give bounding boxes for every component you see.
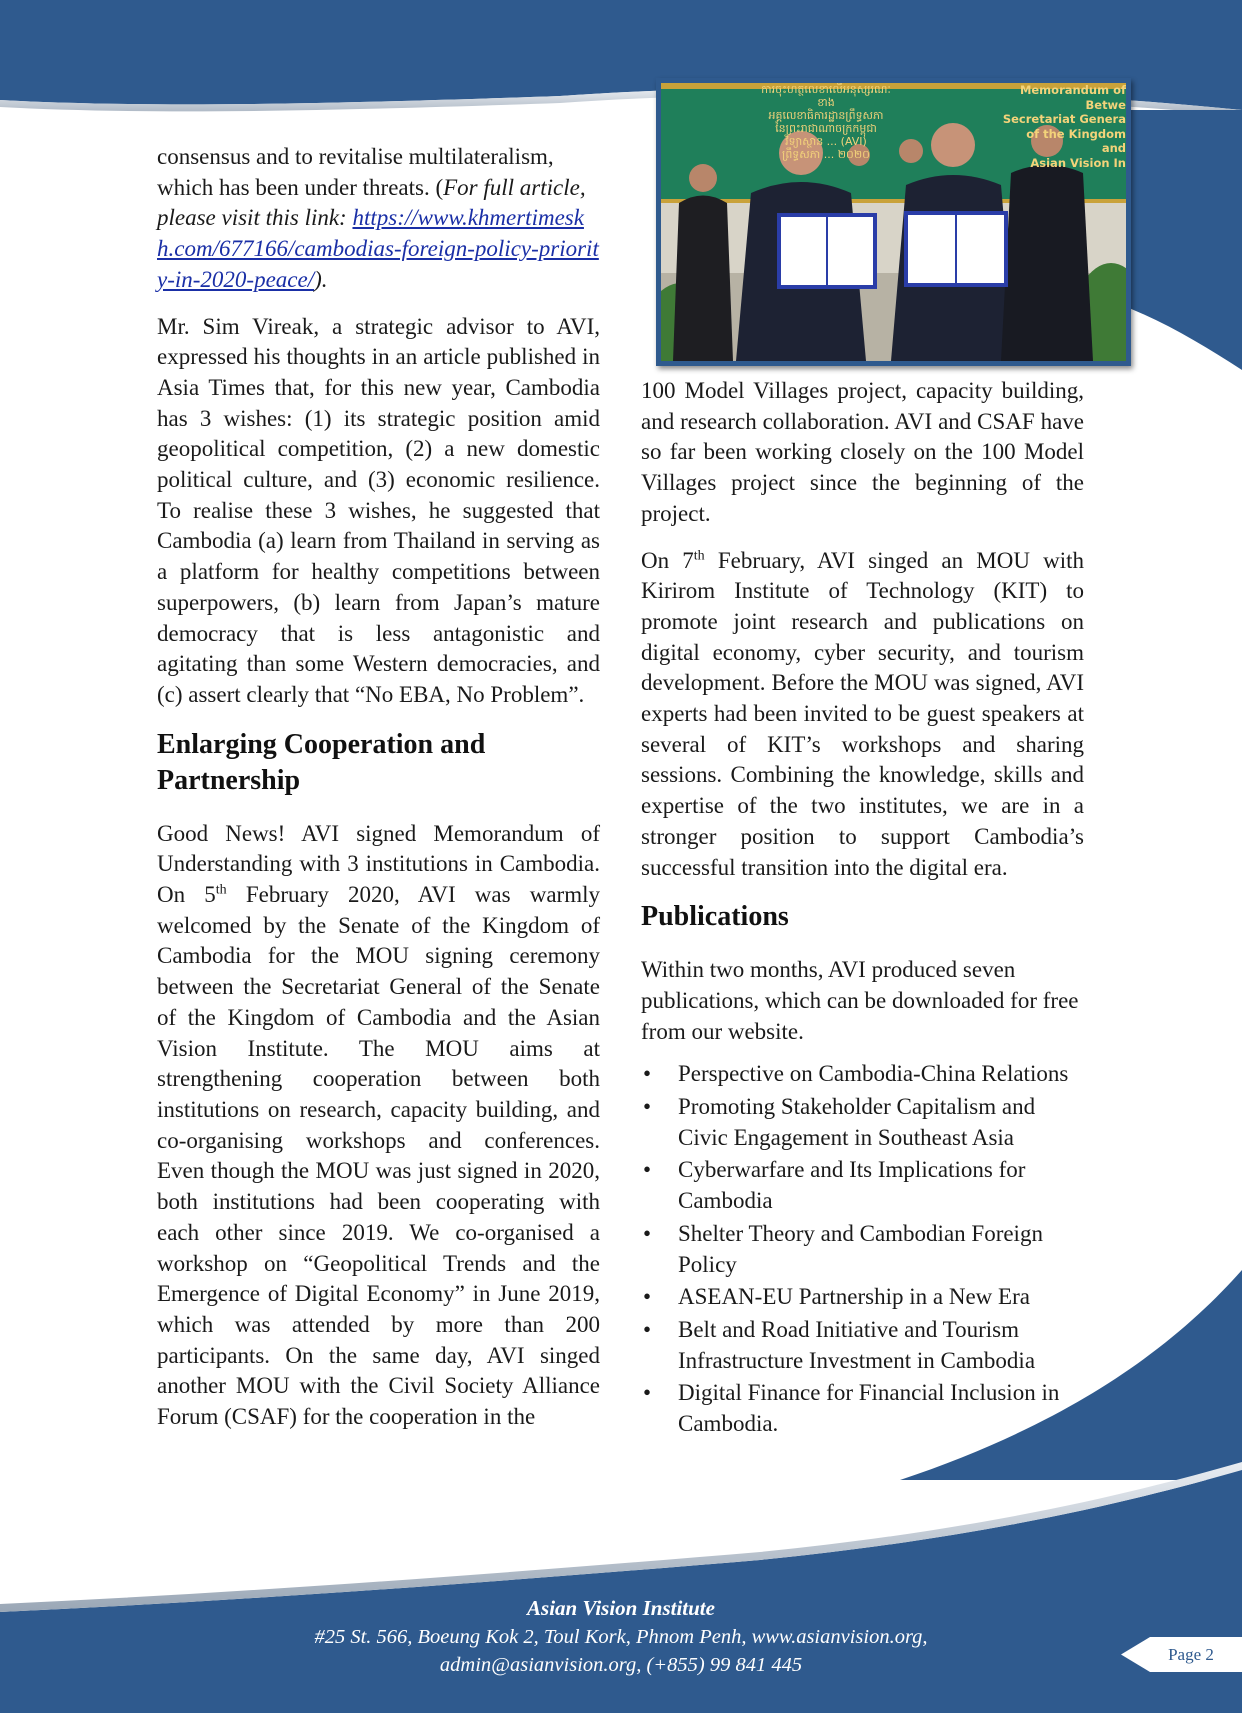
kit-text-b: February, AVI singed an MOU with Kirirom Institute of Technology (KIT) to promote joint research and publications on digital economy, cyber security, and tourism development. Before the MOU was signed, AVI experts had been invited to be guest speakers at several of KIT’s workshops and sharing sessions. Combining the knowledge, skills and expertise of the two institutes, we are in a stronger position to support Cambodia’s successful transition into the digital era. <box>641 547 1084 880</box>
banner-english-line-2: Betwe <box>1085 97 1126 112</box>
ordinal-suffix: th <box>215 882 227 898</box>
article-link-paragraph <box>157 142 600 296</box>
banner-khmer-line-2: ខាង <box>817 96 835 109</box>
list-item: • ASEAN-EU Partnership in a New Era <box>641 1282 1084 1313</box>
sim-vireak-paragraph: Mr. Sim Vireak, a strategic advisor to AVI, expressed his thoughts in an article published in Asia Times that, for this new year, Cambodia has 3 wishes: (1) its strategic position amid geopolitical competition, (2) a new domestic political culture, and (3) economic resilience. To realise these 3 wishes, he suggested that Cambodia (a) learn from Thailand in serving as a platform for healthy competitions between superpowers, (b) learn from Japan’s mature democracy that is less antagonistic and agitating than some Western democracies, and (c) assert clearly that “No EBA, No Problem”. <box>157 313 600 707</box>
list-item: • Cyberwarfare and Its Implications for Cambodia <box>641 1155 1084 1216</box>
mou-text-a: Good News! AVI signed Memorandum of Understanding with 3 institutions in Cambodia. On 5 <box>157 820 600 908</box>
section-heading-publications: Publications <box>641 901 789 933</box>
banner-english-line-5: and <box>1101 141 1126 155</box>
ordinal-suffix: th <box>693 547 705 563</box>
link-intro-italic: For full article, please visit this link: <box>157 174 586 231</box>
csaf-paragraph: 100 Model Villages project, capacity building, and research collaboration. AVI and CSAF have so far been working closely on the 100 Model Villages project since the beginning of the project. <box>641 378 1084 526</box>
list-item: • Perspective on Cambodia-China Relations <box>641 1059 1084 1090</box>
banner-english-line-6: Asian Vision In <box>1030 155 1126 170</box>
list-item: • Belt and Road Initiative and Tourism Infrastructure Investment in Cambodia <box>641 1315 1084 1376</box>
footer-contact: admin@asianvision.org, (+855) 99 841 445 <box>439 1654 803 1676</box>
list-item: • Digital Finance for Financial Inclusion in Cambodia. <box>641 1378 1084 1439</box>
kit-text-a: On 7 <box>641 547 694 573</box>
kit-paragraph <box>641 546 1084 884</box>
mou-signing-photo <box>656 78 1131 366</box>
banner-english-line-1: Memorandum of <box>1019 83 1126 97</box>
link-close: ). <box>314 266 328 292</box>
mou-text-b: February 2020, AVI was warmly welcomed by the Senate of the Kingdom of Cambodia for the MOU signing ceremony between the Secretariat General of the Senate of the Kingdom of Cambodia and the Asian Vision Institute. The MOU aims at strengthening cooperation between both institutions on research, capacity building, and co-organising workshops and conferences. Even though the MOU was just signed in 2020, both institutions had been cooperating with each other since 2019. We co-organised a workshop on “Geopolitical Trends and the Emergence of Digital Economy” in June 2019, which was attended by more than 200 participants. On the same day, AVI singed another MOU with the Civil Society Alliance Forum (CSAF) for the cooperation in the <box>157 882 600 1430</box>
banner-khmer-line-4: នៃព្រះរាជាណាចក្រកម្ពុជា <box>775 122 877 135</box>
footer-address: #25 St. 566, Boeung Kok 2, Toul Kork, Phnom Penh, www.asianvision.org, <box>314 1625 928 1648</box>
footer-org-name: Asian Vision Institute <box>527 1596 715 1620</box>
footer <box>0 1594 1242 1680</box>
banner-khmer-line-5: វិទ្យាស្ថាន ... (AVI) <box>785 135 867 148</box>
article-link[interactable]: https://www.khmertimeskh.com/677166/cambodias-foreign-policy-priority-in-2020-peace/ <box>157 205 599 292</box>
right-column <box>641 376 1084 1442</box>
banner-khmer-line-6: ព្រឹទ្ធសភា ... ២០២០ <box>782 148 870 161</box>
publications-intro: Within two months, AVI produced seven publications, which can be downloaded for free from our website. <box>641 957 1079 1044</box>
page-number-label: Page 2 <box>1168 1645 1214 1664</box>
paragraph-text: consensus and to revitalise multilateralism, which has been under threats. ( <box>157 144 554 200</box>
section-heading-cooperation: Enlarging Cooperation and Partnership <box>157 728 486 796</box>
banner-khmer-line-1: ការចុះហត្ថលេខាលើអនុស្សរណៈ <box>761 83 891 96</box>
banner-english-line-3: Secretariat Genera <box>1002 112 1126 126</box>
banner-english-line-4: of the Kingdom <box>1026 126 1126 141</box>
mou-paragraph <box>157 819 600 1433</box>
left-column <box>157 142 600 1449</box>
list-item: • Promoting Stakeholder Capitalism and Civic Engagement in Southeast Asia <box>641 1092 1084 1153</box>
list-item: • Shelter Theory and Cambodian Foreign Policy <box>641 1219 1084 1280</box>
banner-khmer-line-3: អគ្គលេខាធិការដ្ឋានព្រឹទ្ធសភា <box>768 109 884 122</box>
publications-list <box>641 1059 1084 1439</box>
